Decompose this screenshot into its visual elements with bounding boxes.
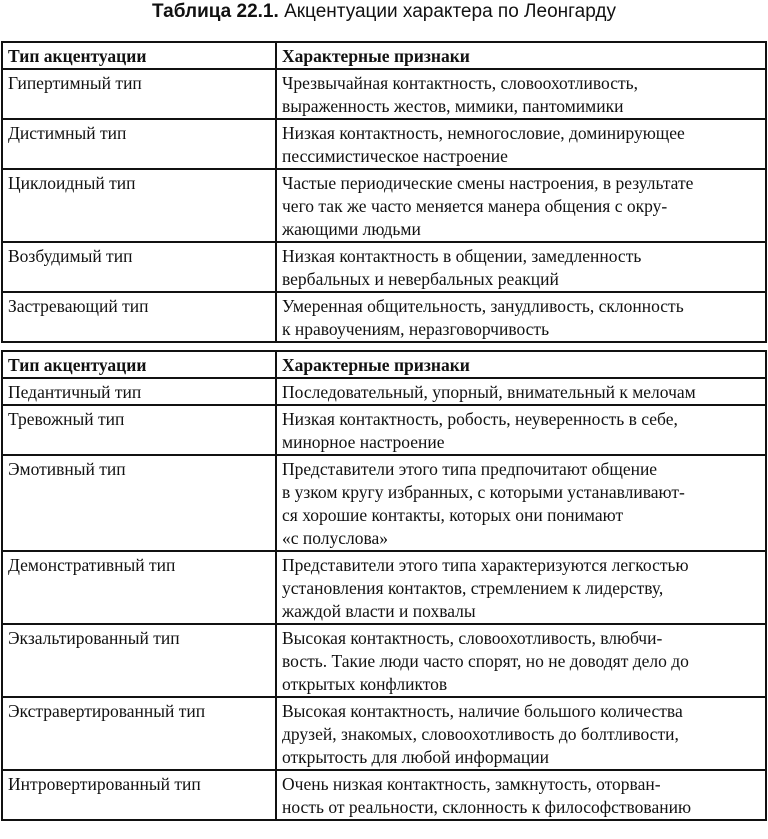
accentuation-table-part-2: [1, 350, 767, 821]
accentuation-type-cell: Демонстративный тип: [2, 551, 276, 624]
accentuation-type-cell: Гипертимный тип: [2, 69, 276, 119]
table-row: [2, 770, 766, 820]
traits-line: Частые периодические смены настроения, в результате: [282, 173, 694, 193]
table-row: [2, 405, 766, 455]
traits-line: ность от реальности, склонность к философствованию: [282, 797, 692, 817]
header-traits: Характерные признаки: [276, 42, 766, 69]
table-row: [2, 292, 766, 342]
table-row: [2, 551, 766, 624]
accentuation-type-cell: Дистимный тип: [2, 119, 276, 169]
traits-line: Представители этого типа предпочитают общение: [282, 459, 658, 479]
table-row: [2, 455, 766, 551]
table-caption: [0, 0, 768, 30]
traits-cell: [276, 169, 766, 242]
traits-line: в узком кругу избранных, с которыми устанавливают-: [282, 482, 685, 502]
table-row: [2, 378, 766, 405]
traits-line: пессимистическое настроение: [282, 146, 508, 166]
traits-cell: [276, 378, 766, 405]
traits-line: чего так же часто меняется манера общения с окру-: [282, 196, 668, 216]
traits-line: Чрезвычайная контактность, словоохотливость,: [282, 73, 638, 93]
header-type: Тип акцентуации: [2, 351, 276, 378]
traits-cell: [276, 697, 766, 770]
table-row: [2, 242, 766, 292]
table-header-row: [2, 351, 766, 378]
accentuation-type-cell: Педантичный тип: [2, 378, 276, 405]
traits-line: установления контактов, стремлением к лидерству,: [282, 578, 664, 598]
traits-line: к нравоучениям, неразговорчивость: [282, 319, 550, 339]
accentuation-type-cell: Циклоидный тип: [2, 169, 276, 242]
traits-cell: [276, 69, 766, 119]
accentuation-type-cell: Экзальтированный тип: [2, 624, 276, 697]
traits-cell: [276, 455, 766, 551]
accentuation-type-cell: Экстравертированный тип: [2, 697, 276, 770]
traits-cell: [276, 292, 766, 342]
accentuation-table-part-1: [1, 41, 767, 343]
traits-line: Высокая контактность, наличие большого количества: [282, 701, 683, 721]
traits-line: друзей, знакомых, словоохотливость до болтливости,: [282, 724, 679, 744]
traits-line: вербальных и невербальных реакций: [282, 269, 559, 289]
traits-line: открытость для любой информации: [282, 747, 549, 767]
traits-line: Умеренная общительность, занудливость, склонность: [282, 296, 684, 316]
traits-cell: [276, 624, 766, 697]
table-row: [2, 169, 766, 242]
accentuation-type-cell: Возбудимый тип: [2, 242, 276, 292]
traits-line: Представители этого типа характеризуются легкостью: [282, 555, 689, 575]
traits-cell: [276, 119, 766, 169]
table-row: [2, 69, 766, 119]
traits-line: Последовательный, упорный, внимательный к мелочам: [282, 382, 696, 402]
traits-cell: [276, 770, 766, 820]
accentuation-type-cell: Тревожный тип: [2, 405, 276, 455]
traits-line: Очень низкая контактность, замкнутость, оторван-: [282, 774, 661, 794]
traits-line: минорное настроение: [282, 432, 445, 452]
caption-title: Акцентуации характера по Леонгарду: [284, 1, 616, 22]
traits-line: Высокая контактность, словоохотливость, влюбчи-: [282, 628, 663, 648]
traits-line: жаждой власти и похвалы: [282, 601, 476, 621]
traits-cell: [276, 551, 766, 624]
traits-line: Низкая контактность, немногословие, доминирующее: [282, 123, 685, 143]
table-row: [2, 697, 766, 770]
traits-line: Низкая контактность в общении, замедленность: [282, 246, 642, 266]
table-row: [2, 119, 766, 169]
accentuation-type-cell: Эмотивный тип: [2, 455, 276, 551]
traits-line: ся хорошие контакты, которых они понимают: [282, 505, 624, 525]
caption-number: Таблица 22.1.: [152, 1, 279, 22]
traits-cell: [276, 242, 766, 292]
table-row: [2, 624, 766, 697]
header-traits: Характерные признаки: [276, 351, 766, 378]
traits-line: открытых конфликтов: [282, 674, 448, 694]
traits-line: Низкая контактность, робость, неуверенность в себе,: [282, 409, 678, 429]
traits-line: выраженность жестов, мимики, пантомимики: [282, 96, 624, 116]
accentuation-type-cell: Застревающий тип: [2, 292, 276, 342]
table-header-row: [2, 42, 766, 69]
traits-line: вость. Такие люди часто спорят, но не доводят дело до: [282, 651, 689, 671]
header-type: Тип акцентуации: [2, 42, 276, 69]
accentuation-type-cell: Интровертированный тип: [2, 770, 276, 820]
traits-line: «с полуслова»: [282, 528, 389, 548]
traits-cell: [276, 405, 766, 455]
traits-line: жающими людьми: [282, 219, 421, 239]
